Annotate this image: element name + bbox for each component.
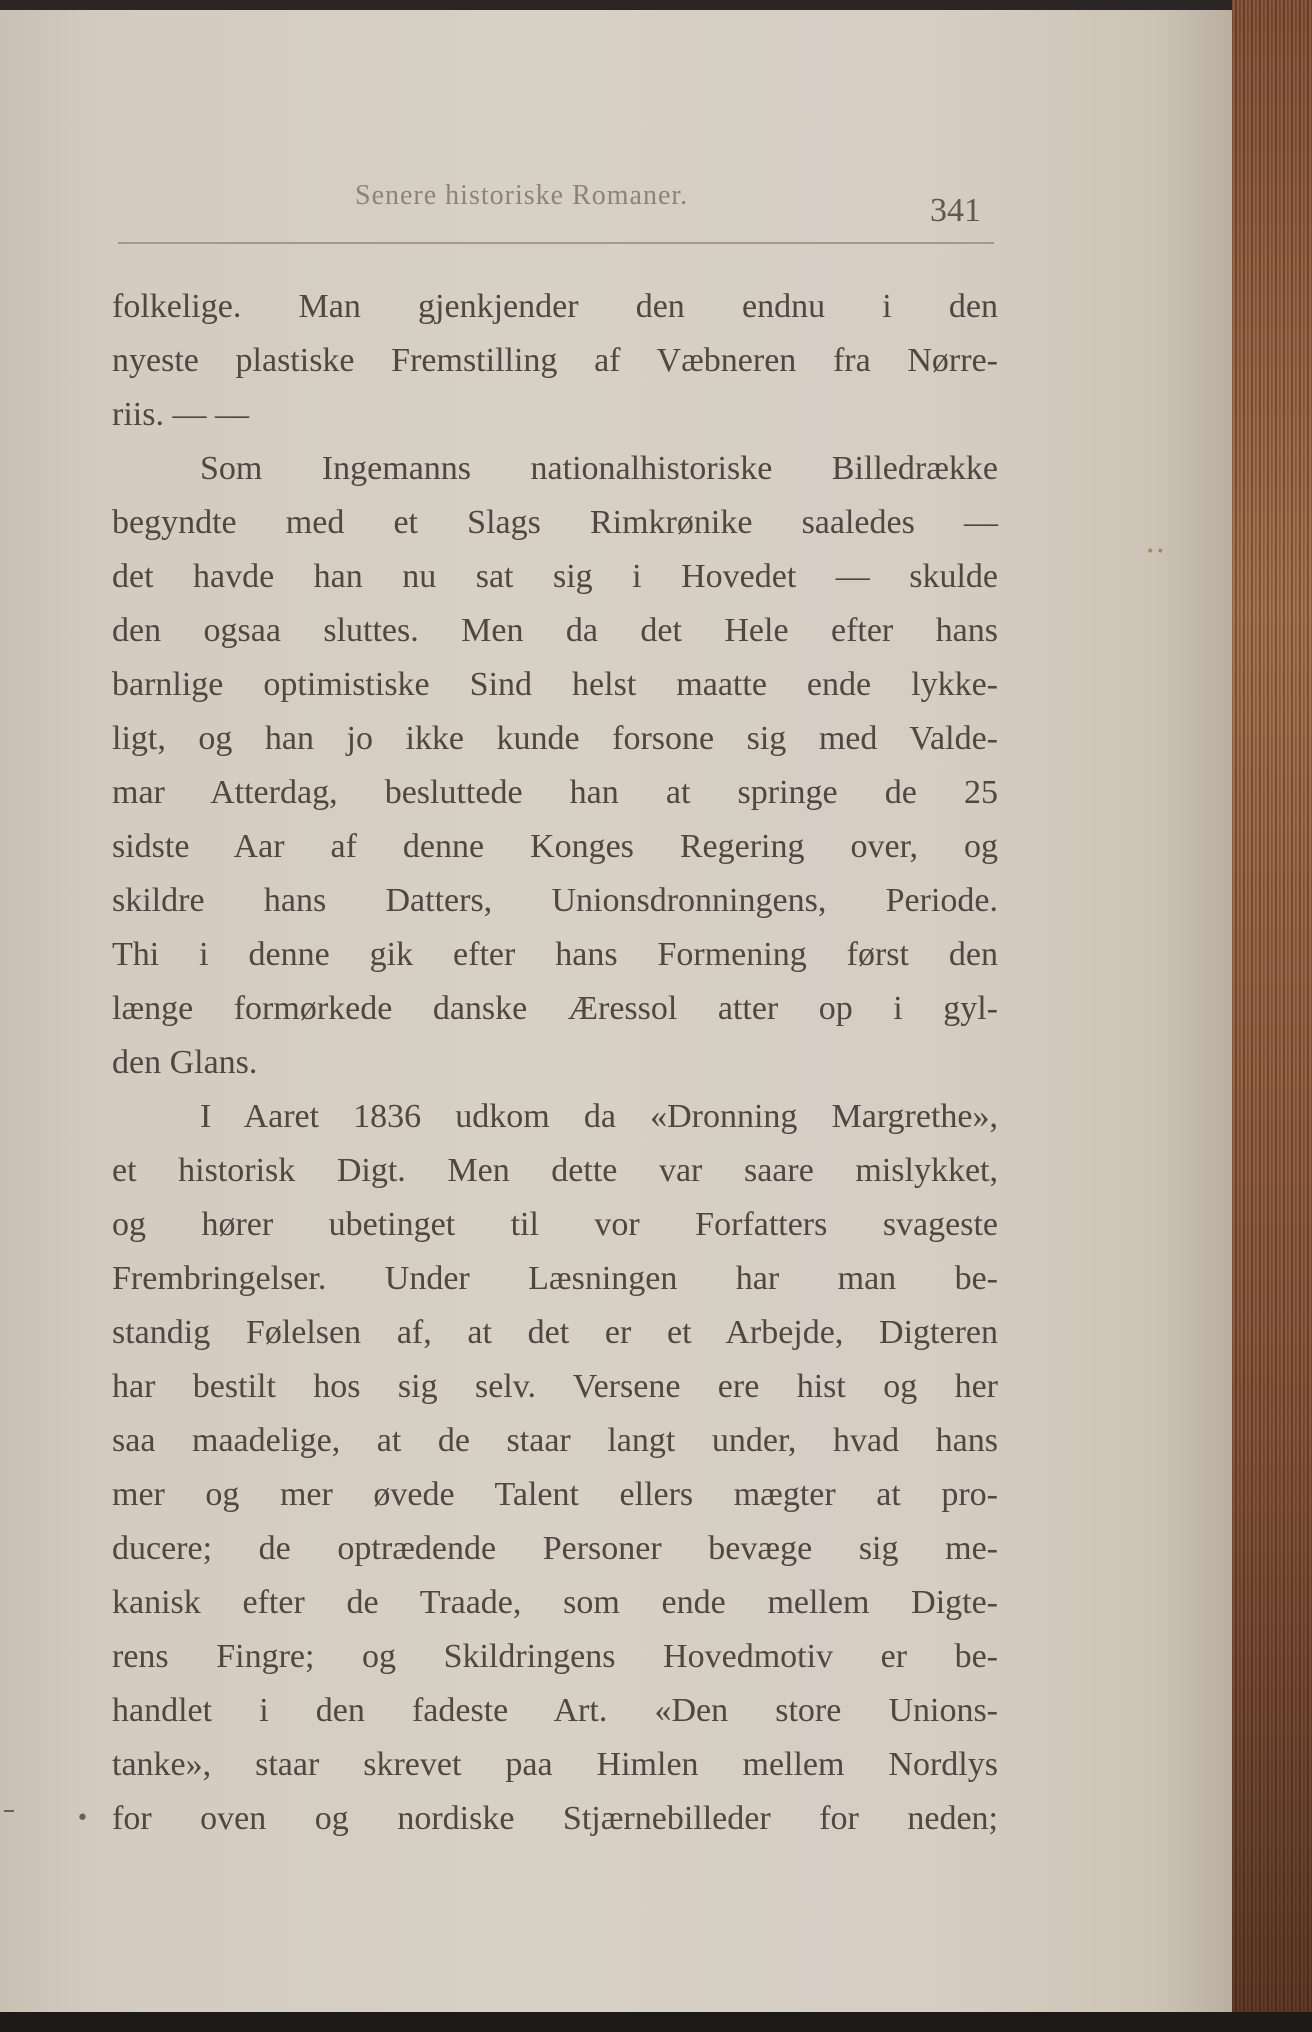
body-text	[112, 280, 998, 1846]
header-rule	[118, 242, 994, 244]
page-edges	[1232, 0, 1312, 2032]
text-line: begyndte med et Slags Rimkrønike saaledes —	[112, 504, 998, 541]
text-line: mar Atterdag, besluttede han at springe de 25	[112, 774, 998, 811]
text-line: rens Fingre; og Skildringens Hovedmotiv er be-	[112, 1638, 998, 1675]
text-line: det havde han nu sat sig i Hovedet — skulde	[112, 558, 998, 595]
margin-dash	[4, 1810, 14, 1812]
margin-marks: ••	[1146, 544, 1167, 560]
page-number: 341	[930, 192, 981, 229]
text-line: folkelige. Man gjenkjender den endnu i den	[112, 288, 998, 325]
text-line: og hører ubetinget til vor Forfatters svageste	[112, 1206, 998, 1243]
text-line: Thi i denne gik efter hans Formening først den	[112, 936, 998, 973]
text-line: længe formørkede danske Æressol atter op i gyl-	[112, 990, 998, 1027]
text-line: et historisk Digt. Men dette var saare mislykket,	[112, 1152, 998, 1189]
text-line: den Glans.	[112, 1044, 258, 1081]
text-line: barnlige optimistiske Sind helst maatte ende lykke-	[112, 666, 998, 703]
text-line: for oven og nordiske Stjærnebilleder for neden;	[112, 1800, 998, 1837]
text-line: nyeste plastiske Fremstilling af Væbneren fra Nørre-	[112, 342, 998, 379]
text-line: skildre hans Datters, Unionsdronningens, Periode.	[112, 882, 998, 919]
text-line: saa maadelige, at de staar langt under, hvad hans	[112, 1422, 998, 1459]
text-line: kanisk efter de Traade, som ende mellem Digte-	[112, 1584, 998, 1621]
text-line: I Aaret 1836 udkom da «Dronning Margrethe»,	[200, 1098, 998, 1135]
text-line: Som Ingemanns nationalhistoriske Billedrække	[200, 450, 998, 487]
text-line: ducere; de optrædende Personer bevæge sig me-	[112, 1530, 998, 1567]
text-line: ligt, og han jo ikke kunde forsone sig med Valde-	[112, 720, 998, 757]
text-line: Frembringelser. Under Læsningen har man be-	[112, 1260, 998, 1297]
running-title: Senere historiske Romaner.	[355, 180, 689, 211]
text-line: tanke», staar skrevet paa Himlen mellem Nordlys	[112, 1746, 998, 1783]
text-line: sidste Aar af denne Konges Regering over, og	[112, 828, 998, 865]
text-line: har bestilt hos sig selv. Versene ere hist og her	[112, 1368, 998, 1405]
bottom-shadow	[0, 2012, 1312, 2032]
text-line: mer og mer øvede Talent ellers mægter at pro-	[112, 1476, 998, 1513]
text-line: standig Følelsen af, at det er et Arbejde, Digteren	[112, 1314, 998, 1351]
text-line: riis. — —	[112, 396, 249, 433]
margin-dot: •	[76, 1806, 89, 1831]
text-line: den ogsaa sluttes. Men da det Hele efter hans	[112, 612, 998, 649]
text-line: handlet i den fadeste Art. «Den store Unions-	[112, 1692, 998, 1729]
